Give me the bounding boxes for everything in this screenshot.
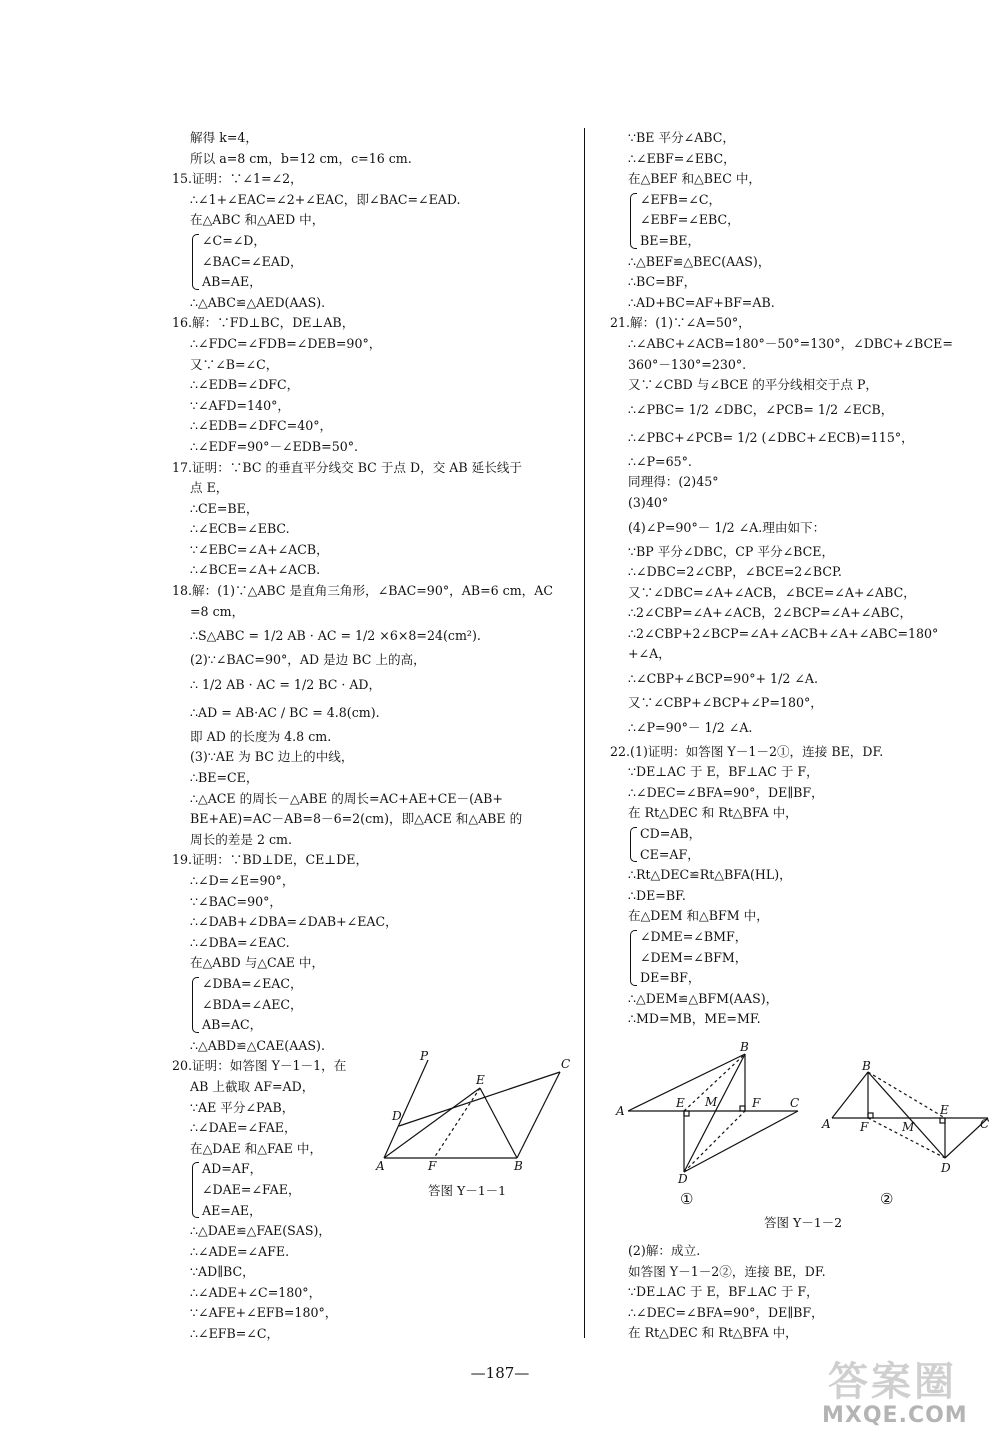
- equation-system: [172, 974, 572, 1036]
- text-line: 解得 k=4，: [190, 130, 258, 145]
- fig1-label-e: E: [476, 1073, 485, 1087]
- equation-system: [172, 231, 572, 293]
- text-line: +∠A，: [628, 646, 671, 662]
- text-line: ∴∠DEC=∠BFA=90°，DE∥BF，: [628, 1304, 824, 1320]
- text-line: ∴∠DAE=∠FAE，: [190, 1120, 297, 1136]
- text-line: 在△ABD 与△CAE 中，: [190, 955, 325, 971]
- fig1-label-c: C: [561, 1057, 571, 1071]
- text-line: 所以 a=8 cm，b=12 cm，c=16 cm.: [190, 150, 412, 166]
- text-line: ∴∠1+∠EAC=∠2+∠EAC，即∠BAC=∠EAD.: [190, 191, 461, 207]
- column-divider: [584, 128, 585, 1338]
- brace-line: ∠DBA=∠EAC，: [202, 975, 303, 991]
- text-line: ∴∠PBC= 1/2 ∠DBC，∠PCB= 1/2 ∠ECB，: [628, 401, 894, 417]
- text-line: ∴∠DBA=∠EAC.: [190, 934, 290, 950]
- text-line: ∴△DEM≌△BFM(AAS)，: [628, 990, 779, 1006]
- figure-y-1-2-a: [612, 1040, 807, 1185]
- brace-line: ∠EFB=∠C，: [640, 191, 722, 207]
- text-line: 360°－130°=230°.: [628, 356, 747, 372]
- text-line: ∴∠DAB+∠DBA=∠DAB+∠EAC，: [190, 914, 398, 930]
- text-line: ∵AE 平分∠PAB，: [190, 1099, 295, 1115]
- text-line: 即 AD 的长度为 4.8 cm.: [190, 728, 332, 744]
- text-line: ∵DE⊥AC 于 E，BF⊥AC 于 F，: [628, 764, 819, 780]
- brace-line: CE=AF，: [640, 846, 700, 862]
- text-line: ∴∠ADE+∠C=180°，: [190, 1284, 322, 1300]
- brace-line: AB=AC，: [202, 1017, 263, 1033]
- text-line: (4)∠P=90°－ 1/2 ∠A.理由如下：: [628, 519, 826, 535]
- fig1-caption: 答图 Y－1－1: [428, 1183, 507, 1198]
- fig2b-label-e: E: [940, 1103, 949, 1117]
- text-line: ∵DE⊥AC 于 E，BF⊥AC 于 F，: [628, 1284, 819, 1300]
- text-line: ∵∠AFD=140°，: [190, 397, 290, 413]
- text-line: 又∵∠CBD 与∠BCE 的平分线相交于点 P，: [628, 377, 879, 393]
- right-column: [610, 128, 990, 1030]
- text-line: (2)∵∠BAC=90°，AD 是边 BC 上的高，: [190, 652, 426, 668]
- fig1-label-a: A: [376, 1159, 385, 1173]
- page-number: —187—: [470, 1364, 530, 1382]
- fig2b-label-b: B: [862, 1059, 871, 1073]
- text-line: =8 cm，: [190, 603, 245, 619]
- fig2b-label-m: M: [902, 1120, 915, 1134]
- text-line: ∴∠DEC=∠BFA=90°，DE∥BF，: [628, 784, 824, 800]
- text-line: ∴∠FDC=∠FDB=∠DEB=90°，: [190, 335, 382, 351]
- text-line: ∴BE=CE，: [190, 770, 259, 786]
- text-line: ∴AD+BC=AF+BF=AB.: [628, 294, 775, 310]
- text-line: 22.(1)证明：如答图 Y－1－2①，连接 BE，DF.: [610, 743, 884, 759]
- text-line: 17.证明：∵BC 的垂直平分线交 BC 于点 D，交 AB 延长线于: [172, 459, 523, 475]
- text-line: 15.证明：∵∠1=∠2，: [172, 171, 303, 187]
- brace-line: ∠EBF=∠EBC，: [640, 212, 740, 228]
- fig1-label-p: P: [420, 1050, 429, 1063]
- fig2b-label-f: F: [860, 1120, 869, 1134]
- fig2a-label-d: D: [678, 1172, 688, 1185]
- text-line: ∴DE=BF.: [628, 887, 686, 903]
- brace-line: DE=BF，: [640, 970, 701, 986]
- text-line: ∴∠BCE=∠A+∠ACB.: [190, 562, 321, 578]
- text-line: (3)40°: [628, 494, 669, 510]
- text-line: 21.解：(1)∵∠A=50°，: [610, 315, 751, 331]
- text-line: 在 Rt△DEC 和 Rt△BFA 中，: [628, 805, 798, 821]
- fig2a-label-a: A: [616, 1104, 625, 1118]
- text-line: ∴∠ADE=∠AFE.: [190, 1243, 290, 1259]
- text-line: ∴ 1/2 AB · AC = 1/2 BC · AD，: [190, 676, 382, 692]
- text-line: ∴∠ECB=∠EBC.: [190, 521, 290, 537]
- brace-line: ∠BAC=∠EAD，: [202, 253, 303, 269]
- text-line: ∴△ABD≌△CAE(AAS).: [190, 1037, 325, 1053]
- fig1-label-d: D: [392, 1109, 402, 1123]
- text-line: ∴CE=BE，: [190, 500, 259, 516]
- fig2a-label-c: C: [790, 1096, 800, 1110]
- fig2a-label-b: B: [740, 1040, 749, 1054]
- text-line: 周长的差是 2 cm.: [190, 831, 292, 847]
- fig2b-label-c: C: [980, 1117, 990, 1131]
- text-line: (2)解：成立.: [628, 1243, 701, 1258]
- brace-line: ∠C=∠D，: [202, 232, 266, 248]
- text-line: 又∵∠DBC=∠A+∠ACB，∠BCE=∠A+∠ABC，: [628, 584, 916, 600]
- text-line: ∴∠PBC+∠PCB= 1/2 (∠DBC+∠ECB)=115°，: [628, 429, 914, 445]
- brace-line: ∠DEM=∠BFM，: [640, 949, 748, 965]
- text-line: ∴∠P=90°－ 1/2 ∠A.: [628, 719, 753, 735]
- watermark-logo: 答案圈: [828, 1359, 957, 1405]
- figure-y-1-1: [372, 1050, 582, 1175]
- text-line: ∴∠DBC=2∠CBP，∠BCE=2∠BCP.: [628, 564, 842, 580]
- brace-line: ∠DAE=∠FAE，: [202, 1181, 301, 1197]
- figure-y-1-2-b: [820, 1058, 995, 1178]
- text-line: 16.解：∵FD⊥BC，DE⊥AB，: [172, 315, 355, 331]
- watermark-site: MXQE.COM: [822, 1403, 968, 1428]
- text-line: ∵BP 平分∠DBC，CP 平分∠BCE，: [628, 543, 835, 559]
- equation-system: [610, 190, 990, 252]
- text-line: ∴∠CBP+∠BCP=90°+ 1/2 ∠A.: [628, 671, 818, 687]
- brace-line: BE=BE，: [640, 232, 701, 248]
- text-line: AB 上截取 AF=AD，: [190, 1078, 315, 1094]
- fig2-caption: 答图 Y－1－2: [764, 1215, 843, 1230]
- text-line: 在 Rt△DEC 和 Rt△BFA 中，: [628, 1325, 798, 1341]
- text-line: ∴MD=MB，ME=MF.: [628, 1011, 761, 1027]
- text-line: ∴2∠CBP+2∠BCP=∠A+∠ACB+∠A+∠ABC=180°: [628, 625, 939, 641]
- text-line: ∴∠P=65°.: [628, 453, 692, 469]
- brace-line: ∠BDA=∠AEC，: [202, 996, 303, 1012]
- text-line: ∵∠EBC=∠A+∠ACB，: [190, 541, 329, 557]
- text-line: ∵AD∥BC，: [190, 1264, 255, 1280]
- text-line: 在△BEF 和△BEC 中，: [628, 171, 762, 187]
- brace-line: AB=AE，: [202, 274, 262, 290]
- text-line: ∴△ACE 的周长－△ABE 的周长=AC+AE+CE－(AB+: [190, 790, 503, 806]
- text-line: ∴△DAE≌△FAE(SAS)，: [190, 1223, 332, 1239]
- text-line: BE+AE)=AC－AB=8－6=2(cm)，即△ACE 和△ABE 的: [190, 811, 523, 827]
- text-line: ∴∠EDB=∠DFC=40°，: [190, 418, 333, 434]
- fig2b-label-a: A: [822, 1117, 831, 1131]
- text-line: ∴AD = AB·AC / BC = 4.8(cm).: [190, 704, 380, 720]
- text-line: 同理得：(2)45°: [628, 474, 719, 490]
- text-line: ∴∠EDB=∠DFC，: [190, 377, 300, 393]
- text-line: ∴∠EDF=90°－∠EDB=50°.: [190, 438, 359, 454]
- equation-system: [610, 824, 990, 865]
- fig2-sub2: ②: [880, 1190, 894, 1208]
- text-line: 又∵∠B=∠C，: [190, 356, 279, 372]
- fig2b-label-d: D: [941, 1161, 951, 1175]
- text-line: 18.解：(1)∵△ABC 是直角三角形，∠BAC=90°，AB=6 cm，AC: [172, 583, 553, 599]
- text-line: ∴∠D=∠E=90°，: [190, 873, 295, 888]
- text-line: ∴△BEF≌△BEC(AAS)，: [628, 253, 771, 269]
- text-line: ∴∠ABC+∠ACB=180°－50°=130°，∠DBC+∠BCE=: [628, 335, 953, 351]
- fig1-label-b: B: [514, 1159, 523, 1173]
- text-line: 在△DEM 和△BFM 中，: [628, 908, 769, 924]
- text-line: 如答图 Y－1－2②，连接 BE，DF.: [628, 1263, 826, 1279]
- brace-line: ∠DME=∠BMF，: [640, 929, 748, 944]
- text-line: ∴△ABC≌△AED(AAS).: [190, 294, 326, 310]
- text-line: (3)∵AE 为 BC 边上的中线，: [190, 749, 354, 765]
- brace-line: CD=AB，: [640, 826, 702, 842]
- brace-line: AD=AF，: [202, 1161, 263, 1177]
- fig2a-label-f: F: [752, 1096, 761, 1110]
- fig2a-label-m: M: [705, 1095, 718, 1109]
- text-line: ∴∠EBF=∠EBC，: [628, 150, 736, 166]
- text-line: ∴Rt△DEC≌Rt△BFA(HL)，: [628, 867, 792, 883]
- fig2-sub1: ①: [680, 1190, 694, 1208]
- text-line: 在△ABC 和△AED 中，: [190, 212, 325, 228]
- text-line: ∴∠EFB=∠C，: [190, 1326, 280, 1342]
- text-line: ∴S△ABC = 1/2 AB · AC = 1/2 ×6×8=24(cm²).: [190, 628, 481, 644]
- fig1-label-f: F: [428, 1159, 437, 1173]
- equation-system: [610, 927, 990, 989]
- text-line: 20.证明：如答图 Y－1－1，在: [172, 1058, 347, 1074]
- right-column-continued: [610, 1241, 990, 1344]
- text-line: 在△DAE 和△FAE 中，: [190, 1140, 323, 1156]
- text-line: 又∵∠CBP+∠BCP+∠P=180°，: [628, 695, 823, 711]
- text-line: ∵∠AFE+∠EFB=180°，: [190, 1305, 338, 1321]
- text-line: ∵∠BAC=90°，: [190, 893, 283, 909]
- text-line: ∵BE 平分∠ABC，: [628, 130, 736, 145]
- text-line: ∴BC=BF，: [628, 274, 697, 290]
- text-line: 19.证明：∵BD⊥DE，CE⊥DE，: [172, 852, 369, 868]
- fig2a-label-e: E: [676, 1096, 685, 1110]
- text-line: 点 E，: [190, 480, 229, 496]
- text-line: ∴2∠CBP=∠A+∠ACB，2∠BCP=∠A+∠ABC，: [628, 605, 913, 621]
- brace-line: AE=AE，: [202, 1202, 262, 1218]
